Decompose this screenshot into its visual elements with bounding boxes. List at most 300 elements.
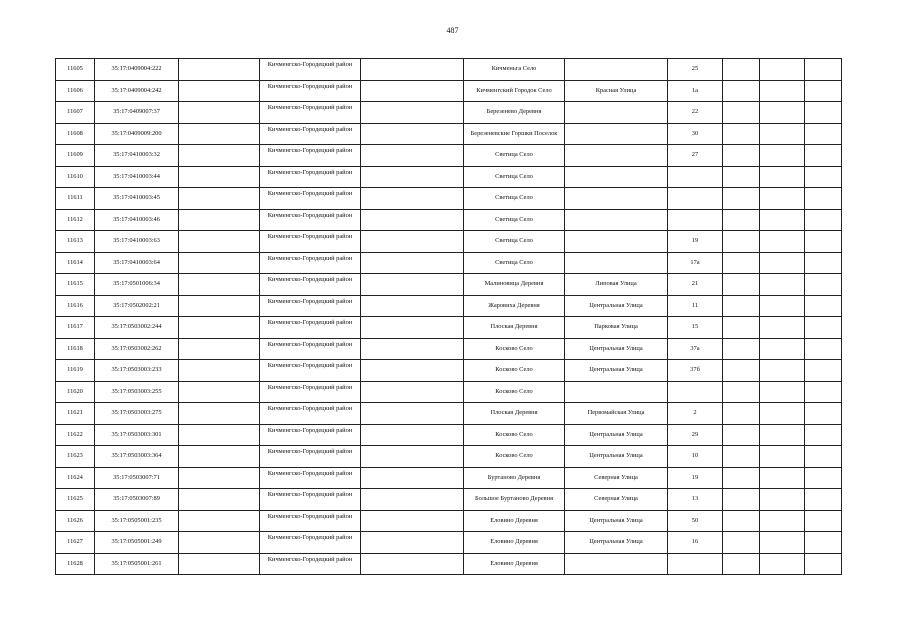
table-row: [56, 123, 842, 145]
cell-number: 11616: [56, 295, 95, 317]
cell-locality: Светица Село: [464, 209, 565, 231]
district-label: Кичменгско-Городецкий район: [267, 61, 353, 69]
cell-street: Центральная Улица: [565, 360, 668, 382]
cell-locality: Косково Село: [464, 338, 565, 360]
cell-empty: [361, 360, 464, 382]
cell-house: 11: [668, 295, 723, 317]
cell-empty: [805, 553, 842, 575]
cell-locality: Большое Буртаново Деревня: [464, 489, 565, 511]
cell-street: [565, 145, 668, 167]
table-row: [56, 80, 842, 102]
district-label: Кичменгско-Городецкий район: [267, 125, 353, 133]
cell-locality: Косково Село: [464, 424, 565, 446]
cell-empty: [723, 424, 760, 446]
cell-house: 30: [668, 123, 723, 145]
cell-empty: [760, 274, 805, 296]
cell-street: Центральная Улица: [565, 532, 668, 554]
cell-empty: [179, 209, 260, 231]
cell-empty: [361, 274, 464, 296]
cell-street: [565, 166, 668, 188]
cell-empty: [723, 274, 760, 296]
cell-empty: [179, 446, 260, 468]
cell-house: 13: [668, 489, 723, 511]
cell-empty: [805, 102, 842, 124]
cell-street: [565, 59, 668, 81]
cell-street: Центральная Улица: [565, 424, 668, 446]
cell-empty: [179, 123, 260, 145]
cell-empty: [760, 123, 805, 145]
cell-street: Северная Улица: [565, 489, 668, 511]
cell-district: [260, 145, 361, 167]
cell-number: 11621: [56, 403, 95, 425]
cell-number: 11620: [56, 381, 95, 403]
cell-empty: [805, 188, 842, 210]
cell-house: 2: [668, 403, 723, 425]
cell-number: 11607: [56, 102, 95, 124]
cell-house: [668, 188, 723, 210]
cell-street: Парковая Улица: [565, 317, 668, 339]
cell-empty: [361, 59, 464, 81]
cell-empty: [805, 424, 842, 446]
cell-district: [260, 510, 361, 532]
cell-district: [260, 274, 361, 296]
cell-number: 11624: [56, 467, 95, 489]
cell-cadastral-number: 35:17:0410003:32: [95, 145, 179, 167]
cell-empty: [179, 102, 260, 124]
cell-empty: [723, 252, 760, 274]
cell-empty: [723, 403, 760, 425]
cell-house: 19: [668, 231, 723, 253]
cell-cadastral-number: 35:17:0503002:262: [95, 338, 179, 360]
cell-cadastral-number: 35:17:0410003:44: [95, 166, 179, 188]
cell-empty: [179, 360, 260, 382]
cell-number: 11628: [56, 553, 95, 575]
cell-empty: [179, 510, 260, 532]
cell-district: [260, 123, 361, 145]
table-row: [56, 424, 842, 446]
cell-empty: [805, 381, 842, 403]
cell-empty: [723, 338, 760, 360]
cell-cadastral-number: 35:17:0409004:222: [95, 59, 179, 81]
cell-street: Центральная Улица: [565, 510, 668, 532]
table-row: [56, 467, 842, 489]
cell-empty: [361, 295, 464, 317]
cell-house: 21: [668, 274, 723, 296]
cell-number: 11610: [56, 166, 95, 188]
cell-cadastral-number: 35:17:0410003:45: [95, 188, 179, 210]
cell-locality: Еловино Деревня: [464, 532, 565, 554]
cell-district: [260, 317, 361, 339]
cell-cadastral-number: 35:17:0503002:244: [95, 317, 179, 339]
cell-empty: [361, 510, 464, 532]
cell-house: 50: [668, 510, 723, 532]
cell-cadastral-number: 35:17:0410003:64: [95, 252, 179, 274]
district-label: Кичменгско-Городецкий район: [267, 512, 353, 520]
cell-empty: [723, 102, 760, 124]
table-row: [56, 231, 842, 253]
cell-number: 11608: [56, 123, 95, 145]
cell-empty: [805, 467, 842, 489]
cell-empty: [179, 166, 260, 188]
table-row: [56, 338, 842, 360]
cell-empty: [179, 338, 260, 360]
cell-cadastral-number: 35:17:0502002:21: [95, 295, 179, 317]
cell-empty: [760, 80, 805, 102]
cell-empty: [179, 231, 260, 253]
district-label: Кичменгско-Городецкий район: [267, 104, 353, 112]
cell-empty: [723, 510, 760, 532]
cell-locality: Еловино Деревня: [464, 553, 565, 575]
cell-empty: [723, 360, 760, 382]
table-row: [56, 446, 842, 468]
cell-locality: Плоская Деревня: [464, 317, 565, 339]
table-row: [56, 532, 842, 554]
cell-empty: [361, 424, 464, 446]
cell-house: 1а: [668, 80, 723, 102]
cell-locality: Светица Село: [464, 166, 565, 188]
cell-house: 10: [668, 446, 723, 468]
district-label: Кичменгско-Городецкий район: [267, 147, 353, 155]
cell-empty: [760, 360, 805, 382]
cell-house: 16: [668, 532, 723, 554]
district-label: Кичменгско-Городецкий район: [267, 448, 353, 456]
district-label: Кичменгско-Городецкий район: [267, 297, 353, 305]
cell-empty: [760, 381, 805, 403]
cell-district: [260, 467, 361, 489]
cell-district: [260, 360, 361, 382]
cell-house: 27: [668, 145, 723, 167]
cell-locality: Светица Село: [464, 188, 565, 210]
cell-empty: [179, 532, 260, 554]
district-label: Кичменгско-Городецкий район: [267, 555, 353, 563]
cell-number: 11605: [56, 59, 95, 81]
cell-empty: [723, 166, 760, 188]
cell-district: [260, 59, 361, 81]
table-row: [56, 360, 842, 382]
cell-number: 11617: [56, 317, 95, 339]
cell-house: 17а: [668, 252, 723, 274]
cell-empty: [723, 209, 760, 231]
cell-street: [565, 123, 668, 145]
cell-empty: [805, 510, 842, 532]
cell-empty: [723, 532, 760, 554]
cell-district: [260, 446, 361, 468]
cell-empty: [361, 553, 464, 575]
cell-cadastral-number: 35:17:0503003:275: [95, 403, 179, 425]
cell-empty: [760, 532, 805, 554]
cell-empty: [361, 145, 464, 167]
cell-locality: Еловино Деревня: [464, 510, 565, 532]
cell-empty: [179, 553, 260, 575]
district-label: Кичменгско-Городецкий район: [267, 254, 353, 262]
cell-cadastral-number: 35:17:0503007:89: [95, 489, 179, 511]
cell-empty: [760, 59, 805, 81]
cell-house: 19: [668, 467, 723, 489]
cell-empty: [179, 467, 260, 489]
table-row: [56, 553, 842, 575]
cell-empty: [723, 553, 760, 575]
table-row: [56, 510, 842, 532]
district-label: Кичменгско-Городецкий район: [267, 319, 353, 327]
cell-cadastral-number: 35:17:0409007:37: [95, 102, 179, 124]
district-label: Кичменгско-Городецкий район: [267, 469, 353, 477]
cell-empty: [361, 403, 464, 425]
cell-number: 11613: [56, 231, 95, 253]
cell-cadastral-number: 35:17:0505001:261: [95, 553, 179, 575]
cell-house: 37б: [668, 360, 723, 382]
cell-locality: Березенево Деревня: [464, 102, 565, 124]
cell-number: 11625: [56, 489, 95, 511]
cell-locality: Кичменьга Село: [464, 59, 565, 81]
cell-cadastral-number: 35:17:0409009:200: [95, 123, 179, 145]
district-label: Кичменгско-Городецкий район: [267, 340, 353, 348]
cell-empty: [760, 338, 805, 360]
cell-street: [565, 209, 668, 231]
cell-district: [260, 424, 361, 446]
cell-number: 11615: [56, 274, 95, 296]
cell-empty: [805, 532, 842, 554]
cell-empty: [760, 188, 805, 210]
cell-locality: Косково Село: [464, 360, 565, 382]
cell-cadastral-number: 35:17:0503003:364: [95, 446, 179, 468]
cell-locality: Косково Село: [464, 381, 565, 403]
cell-number: 11609: [56, 145, 95, 167]
cell-empty: [723, 145, 760, 167]
cell-street: [565, 188, 668, 210]
district-label: Кичменгско-Городецкий район: [267, 383, 353, 391]
cell-empty: [760, 489, 805, 511]
cell-empty: [361, 123, 464, 145]
cell-cadastral-number: 35:17:0505001:249: [95, 532, 179, 554]
cell-number: 11627: [56, 532, 95, 554]
cell-number: 11619: [56, 360, 95, 382]
district-label: Кичменгско-Городецкий район: [267, 362, 353, 370]
cell-empty: [361, 317, 464, 339]
table-row: [56, 166, 842, 188]
cell-empty: [805, 295, 842, 317]
cell-empty: [760, 446, 805, 468]
cell-empty: [760, 403, 805, 425]
cell-cadastral-number: 35:17:0409004:242: [95, 80, 179, 102]
district-label: Кичменгско-Городецкий район: [267, 233, 353, 241]
cell-empty: [723, 317, 760, 339]
district-label: Кичменгско-Городецкий район: [267, 211, 353, 219]
cell-empty: [760, 209, 805, 231]
cell-empty: [361, 188, 464, 210]
cell-number: 11612: [56, 209, 95, 231]
cell-locality: Косково Село: [464, 446, 565, 468]
cell-empty: [805, 145, 842, 167]
cell-empty: [179, 403, 260, 425]
cell-locality: Жаровиха Деревня: [464, 295, 565, 317]
cell-locality: Кичменгский Городок Село: [464, 80, 565, 102]
cell-empty: [805, 231, 842, 253]
cell-house: [668, 553, 723, 575]
cell-locality: Светица Село: [464, 231, 565, 253]
cell-cadastral-number: 35:17:0503003:255: [95, 381, 179, 403]
district-label: Кичменгско-Городецкий район: [267, 82, 353, 90]
cell-district: [260, 338, 361, 360]
cell-empty: [805, 274, 842, 296]
cell-empty: [805, 209, 842, 231]
cell-number: 11626: [56, 510, 95, 532]
cell-empty: [179, 381, 260, 403]
cell-street: [565, 553, 668, 575]
cell-empty: [179, 145, 260, 167]
cell-house: [668, 166, 723, 188]
cell-empty: [361, 166, 464, 188]
cell-district: [260, 209, 361, 231]
cell-empty: [760, 510, 805, 532]
cell-empty: [723, 295, 760, 317]
district-label: Кичменгско-Городецкий район: [267, 534, 353, 542]
district-label: Кичменгско-Городецкий район: [267, 190, 353, 198]
cell-empty: [361, 381, 464, 403]
cell-empty: [723, 59, 760, 81]
cell-cadastral-number: 35:17:0503007:71: [95, 467, 179, 489]
registry-table: [55, 58, 842, 575]
cell-cadastral-number: 35:17:0503003:301: [95, 424, 179, 446]
cell-empty: [805, 403, 842, 425]
cell-empty: [179, 59, 260, 81]
cell-district: [260, 553, 361, 575]
table-row: [56, 489, 842, 511]
cell-empty: [760, 424, 805, 446]
cell-district: [260, 295, 361, 317]
cell-empty: [361, 231, 464, 253]
cell-empty: [179, 295, 260, 317]
cell-empty: [179, 424, 260, 446]
cell-street: Липовая Улица: [565, 274, 668, 296]
cell-empty: [179, 188, 260, 210]
table-row: [56, 381, 842, 403]
cell-cadastral-number: 35:17:0410003:46: [95, 209, 179, 231]
cell-empty: [361, 489, 464, 511]
cell-empty: [805, 338, 842, 360]
cell-number: 11611: [56, 188, 95, 210]
cell-empty: [805, 489, 842, 511]
cell-district: [260, 231, 361, 253]
page-number: 487: [446, 26, 459, 35]
cell-empty: [723, 381, 760, 403]
cell-locality: Березеневские Горшки Поселок: [464, 123, 565, 145]
cell-house: [668, 209, 723, 231]
cell-street: [565, 102, 668, 124]
table-row: [56, 102, 842, 124]
cell-empty: [805, 80, 842, 102]
cell-street: Северная Улица: [565, 467, 668, 489]
cell-number: 11606: [56, 80, 95, 102]
cell-cadastral-number: 35:17:0501006:34: [95, 274, 179, 296]
cell-district: [260, 532, 361, 554]
cell-locality: Светица Село: [464, 145, 565, 167]
cell-empty: [805, 123, 842, 145]
cell-number: 11622: [56, 424, 95, 446]
cell-district: [260, 252, 361, 274]
cell-district: [260, 403, 361, 425]
cell-empty: [805, 166, 842, 188]
cell-empty: [723, 123, 760, 145]
cell-empty: [760, 295, 805, 317]
district-label: Кичменгско-Городецкий район: [267, 491, 353, 499]
cell-number: 11614: [56, 252, 95, 274]
cell-street: Красная Улица: [565, 80, 668, 102]
cell-empty: [361, 467, 464, 489]
cell-cadastral-number: 35:17:0505001:235: [95, 510, 179, 532]
cell-empty: [179, 274, 260, 296]
cell-empty: [760, 166, 805, 188]
cell-locality: Малиновица Деревня: [464, 274, 565, 296]
cell-empty: [723, 231, 760, 253]
cell-locality: Плоская Деревня: [464, 403, 565, 425]
cell-empty: [805, 360, 842, 382]
cell-district: [260, 381, 361, 403]
table-row: [56, 59, 842, 81]
cell-house: 25: [668, 59, 723, 81]
cell-empty: [723, 467, 760, 489]
district-label: Кичменгско-Городецкий район: [267, 168, 353, 176]
table-row: [56, 145, 842, 167]
cell-number: 11618: [56, 338, 95, 360]
cell-empty: [723, 489, 760, 511]
cell-empty: [361, 209, 464, 231]
cell-street: [565, 231, 668, 253]
cell-empty: [760, 317, 805, 339]
cell-district: [260, 166, 361, 188]
cell-empty: [805, 317, 842, 339]
cell-empty: [723, 188, 760, 210]
cell-street: [565, 381, 668, 403]
table-row: [56, 403, 842, 425]
cell-empty: [361, 446, 464, 468]
cell-empty: [179, 80, 260, 102]
cell-district: [260, 489, 361, 511]
table-row: [56, 252, 842, 274]
cell-street: Центральная Улица: [565, 338, 668, 360]
cell-street: Центральная Улица: [565, 295, 668, 317]
cell-street: Центральная Улица: [565, 446, 668, 468]
cell-empty: [805, 59, 842, 81]
cell-empty: [361, 102, 464, 124]
cell-empty: [760, 145, 805, 167]
cell-street: Первомайская Улица: [565, 403, 668, 425]
cell-locality: Светица Село: [464, 252, 565, 274]
cell-house: [668, 381, 723, 403]
table-row: [56, 295, 842, 317]
cell-empty: [723, 80, 760, 102]
cell-empty: [361, 80, 464, 102]
table-row: [56, 274, 842, 296]
cell-street: [565, 252, 668, 274]
cell-empty: [760, 252, 805, 274]
cell-house: 37а: [668, 338, 723, 360]
cell-empty: [361, 252, 464, 274]
cell-house: 29: [668, 424, 723, 446]
cell-empty: [805, 446, 842, 468]
cell-empty: [760, 467, 805, 489]
cell-cadastral-number: 35:17:0503003:233: [95, 360, 179, 382]
cell-number: 11623: [56, 446, 95, 468]
cell-empty: [179, 252, 260, 274]
cell-empty: [760, 553, 805, 575]
district-label: Кичменгско-Городецкий район: [267, 276, 353, 284]
cell-cadastral-number: 35:17:0410003:63: [95, 231, 179, 253]
table-row: [56, 317, 842, 339]
district-label: Кичменгско-Городецкий район: [267, 426, 353, 434]
district-label: Кичменгско-Городецкий район: [267, 405, 353, 413]
cell-empty: [805, 252, 842, 274]
cell-empty: [179, 317, 260, 339]
